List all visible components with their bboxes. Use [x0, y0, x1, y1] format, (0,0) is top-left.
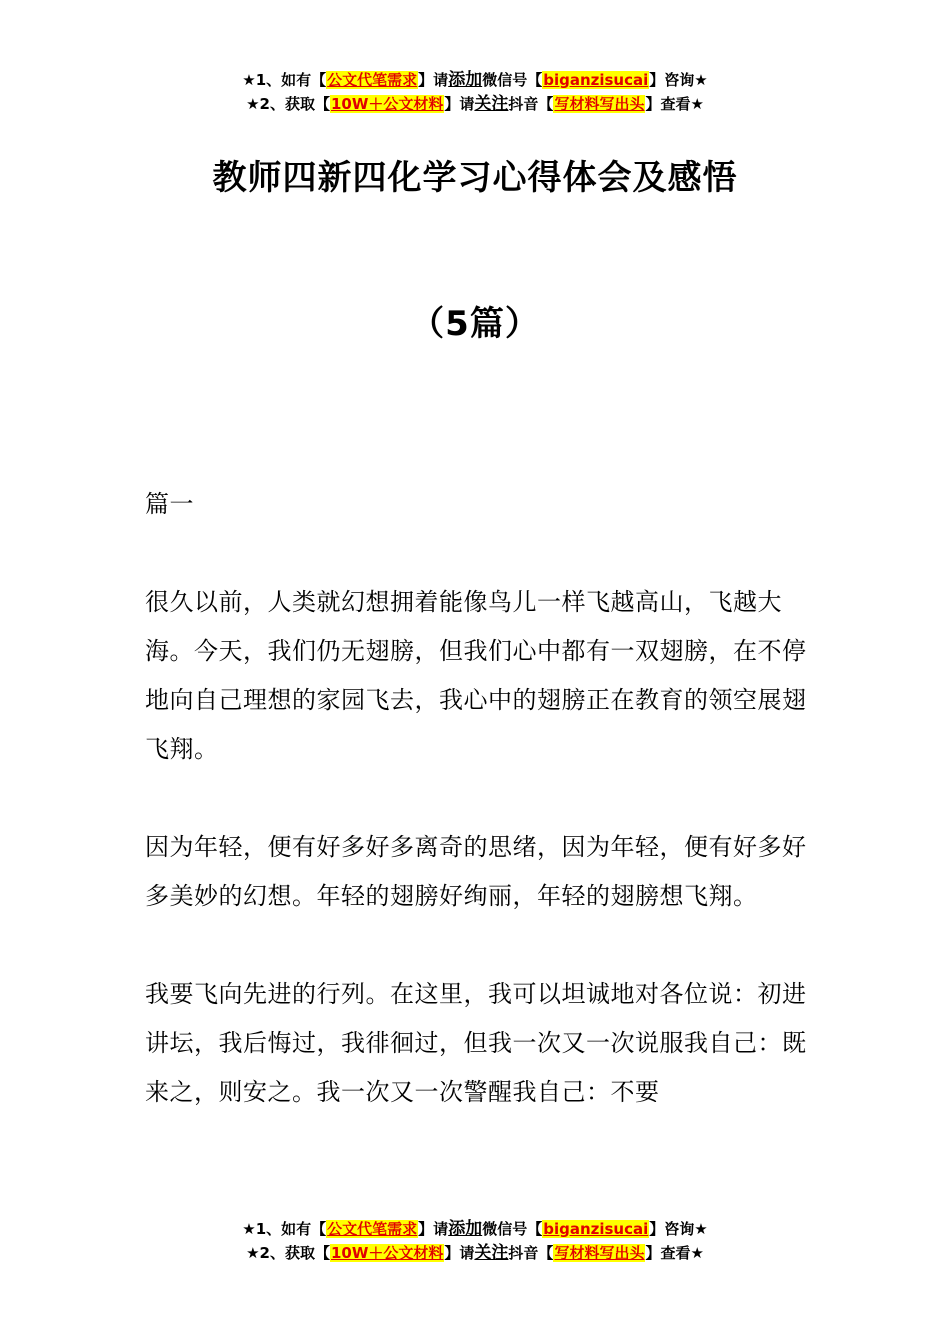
banner-line-1: ★1、如有【公文代笔需求】请添加微信号【biganzisucai】咨询★ [242, 70, 708, 90]
footer-line-1: ★1、如有【公文代笔需求】请添加微信号【biganzisucai】咨询★ [242, 1219, 708, 1239]
paragraph-3: 我要飞向先进的行列。在这里，我可以坦诚地对各位说：初进讲坛，我后悔过，我徘徊过，但我一次又一次说服我自己：既来之，则安之。我一次又一次警醒我自己：不要 [145, 980, 807, 1106]
section-heading: 篇一 [145, 490, 194, 518]
highlight-service: 公文代笔需求 [327, 71, 418, 89]
paragraph-2: 因为年轻，便有好多好多离奇的思绪，因为年轻，便有好多好多美妙的幻想。年轻的翅膀好绚丽，年轻的翅膀想飞翔。 [145, 833, 807, 910]
highlight-wechat-id: biganzisucai [543, 71, 649, 89]
document-body [145, 480, 810, 1117]
page-title: 教师四新四化学习心得体会及感悟 [212, 158, 738, 198]
header-banner [0, 68, 950, 116]
footer-line-2: ★2、获取【10W＋公文材料】请关注抖音【写材料写出头】查看★ [246, 1243, 704, 1263]
footer-banner [0, 1217, 950, 1265]
page-subtitle: （5篇） [410, 304, 540, 344]
highlight-douyin: 写材料写出头 [554, 95, 645, 113]
paragraph-1: 很久以前，人类就幻想拥着能像鸟儿一样飞越高山，飞越大海。今天，我们仍无翅膀，但我们心中都有一双翅膀，在不停地向自己理想的家园飞去，我心中的翅膀正在教育的领空展翅飞翔。 [145, 588, 807, 763]
highlight-materials: 10W＋公文材料 [330, 95, 444, 113]
banner-line-2: ★2、获取【10W＋公文材料】请关注抖音【写材料写出头】查看★ [246, 94, 704, 114]
